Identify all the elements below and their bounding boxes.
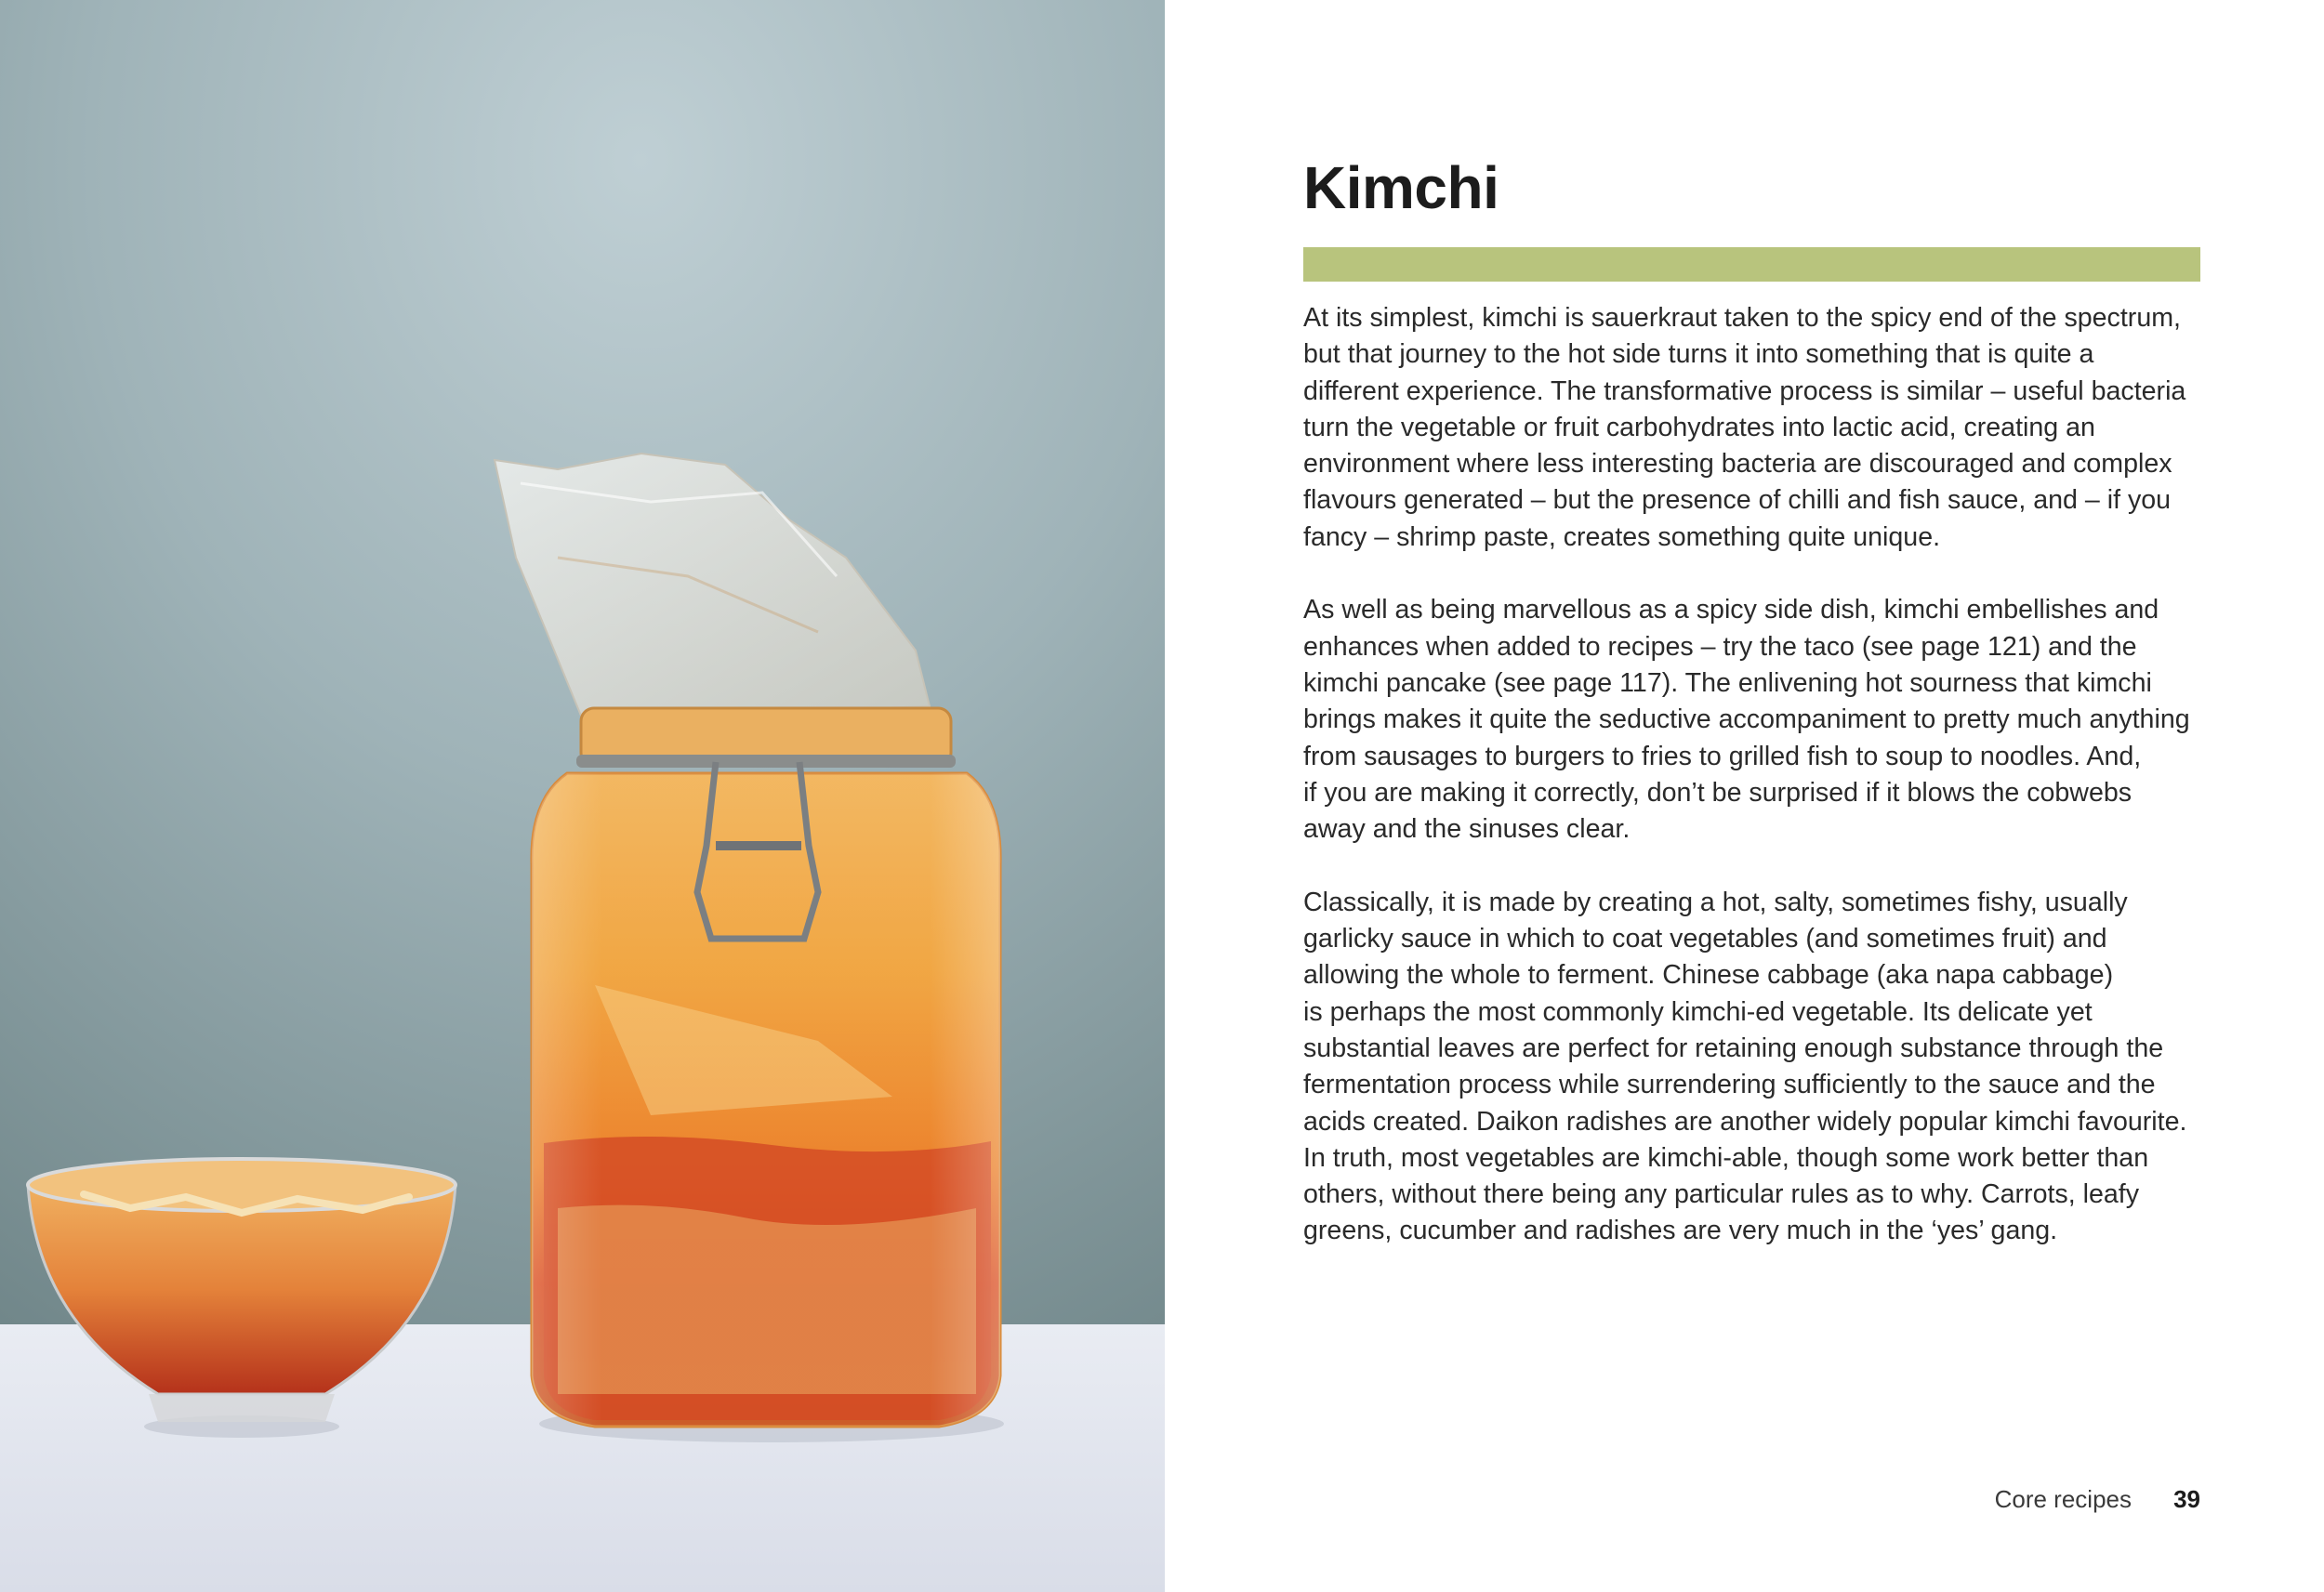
title-rule [1303, 247, 2200, 282]
text-line: In truth, most vegetables are kimchi-able, though some work better than [1303, 1142, 2149, 1173]
text-line: acids created. Daikon radishes are another widely popular kimchi favourite. [1303, 1106, 2187, 1137]
text-line: enhances when added to recipes – try the taco (see page 121) and the [1303, 631, 2137, 662]
text-line: garlicky sauce in which to coat vegetables (and sometimes fruit) and [1303, 924, 2107, 954]
text-line: Classically, it is made by creating a hot, salty, sometimes fishy, usually [1303, 887, 2128, 917]
text-line: is perhaps the most commonly kimchi-ed vegetable. Its delicate yet [1303, 996, 2093, 1027]
text-line: away and the sinuses clear. [1303, 814, 1631, 845]
text-line: flavours generated – but the presence of chilli and fish sauce, and – if you [1303, 485, 2172, 516]
text-line: environment where less interesting bacteria are discouraged and complex [1303, 449, 2172, 480]
text-page [1165, 0, 2324, 1592]
page-title: Kimchi [1303, 154, 1499, 221]
text-line: from sausages to burgers to fries to grilled fish to soup to noodles. And, [1303, 741, 2142, 771]
text-line: allowing the whole to ferment. Chinese cabbage (aka napa cabbage) [1303, 960, 2114, 991]
page-number: 39 [2173, 1485, 2200, 1513]
text-line: At its simplest, kimchi is sauerkraut taken to the spicy end of the spectrum, [1303, 303, 2181, 333]
body-text [1303, 300, 2214, 1286]
text-line: fancy – shrimp paste, creates something quite unique. [1303, 521, 1941, 552]
running-footer-section: Core recipes [1994, 1485, 2132, 1513]
text-line: if you are making it correctly, don’t be surprised if it blows the cobwebs [1303, 777, 2133, 808]
text-line: different experience. The transformative process is similar – useful bacteria [1303, 375, 2186, 406]
text-line: substantial leaves are perfect for retaining enough substance through the [1303, 1033, 2164, 1063]
text-line: greens, cucumber and radishes are very much in the ‘yes’ gang. [1303, 1216, 2058, 1246]
text-line: brings makes it quite the seductive accompaniment to pretty much anything [1303, 704, 2190, 735]
text-line: fermentation process while surrendering sufficiently to the sauce and the [1303, 1070, 2156, 1100]
paragraph [1303, 885, 2214, 1250]
text-line: As well as being marvellous as a spicy side dish, kimchi embellishes and [1303, 595, 2159, 625]
text-line: turn the vegetable or fruit carbohydrates into lactic acid, creating an [1303, 412, 2095, 442]
glass-jar [532, 708, 1000, 1427]
text-line: others, without there being any particular rules as to why. Carrots, leafy [1303, 1179, 2140, 1210]
paragraph [1303, 300, 2214, 556]
text-line: but that journey to the hot side turns it into something that is quite a [1303, 339, 2094, 370]
text-line: kimchi pancake (see page 117). The enlivening hot sourness that kimchi [1303, 667, 2152, 698]
paragraph [1303, 592, 2214, 848]
